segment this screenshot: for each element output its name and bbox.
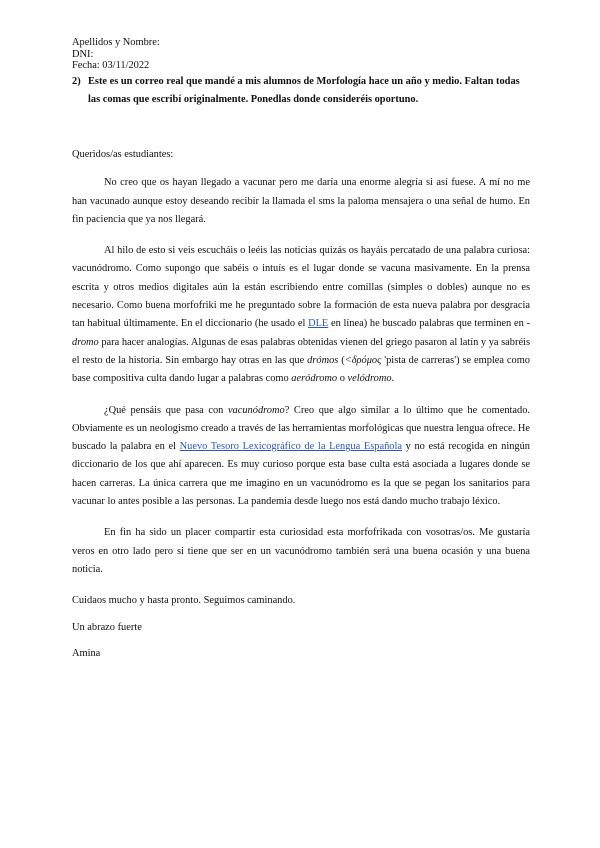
word-vacunodromo: vacunódromo — [227, 404, 285, 416]
exercise-instruction — [72, 73, 532, 109]
signature: Amina — [72, 647, 101, 659]
exercise-text: Este es un correo real que mandé a mis alumnos de Morfología hace un año y medio. Faltan todas las comas que escribí originalmente. Ponedlas donde consideréis oportuno. — [88, 76, 520, 105]
word-aerodromo: aeródromo — [291, 373, 338, 385]
word-dromos: drómos — [307, 354, 339, 366]
paragraph-4: En fin ha sido un placer compartir esta curiosidad esta morfofrikada con vosotras/os. Me gustaría veros en otro lado pero si tiene que ser en un vacunódromo también será una buena ocasión y una buena noticia. — [72, 527, 530, 575]
name-label: Apellidos y Nombre: — [72, 37, 160, 48]
ntlle-link[interactable]: Nuevo Tesoro Lexicográfico de la Lengua Española — [179, 441, 402, 453]
paragraph-2: Al hilo de esto si veis escucháis o leéis las noticias quizás os hayáis percatado de una palabra curiosa: vacunódromo. Como supongo que sabéis o intuís es el lugar donde se vacuna masivamente. En la prensa escrita y otros medios digitales aún la están escribiendo entre comillas (simples o dobles) aunque no es necesario. Como buena morfofriki me he preguntado sobre la formación de esta nueva palabra por desgracia tan habitual últimamente. En el diccionario (he usado el DLE en línea) he buscado palabras que terminen en -dromo para hacer analogías. Algunas de esas palabras obtenidas vienen del griego pasaron al latín y ya sabréis el resto de la historia. Sin embargo hay otras en las que drómos (<δρόμος 'pista de carreras') se emplea como base compositiva culta dando lugar a palabras como aeródromo o velódromo. — [72, 245, 530, 385]
date-line: Fecha: 03/11/2022 — [72, 60, 150, 71]
student-header — [72, 37, 160, 72]
dle-link[interactable]: DLE — [308, 318, 329, 330]
closing-line: Cuidaos mucho y hasta pronto. Seguimos caminando. — [72, 595, 296, 607]
closing-hug: Un abrazo fuerte — [72, 621, 142, 633]
suffix-dromo: -dromo — [72, 318, 530, 348]
dni-label: DNI: — [72, 48, 94, 60]
letter-greeting: Queridos/as estudiantes: — [72, 149, 174, 160]
paragraph-1: No creo que os hayan llegado a vacunar pero me daría una enorme alegría si así fuese. A mí no me han vacunado aunque estoy deseando recibir la llamada el sms la paloma mensajera o una señal de humo. En fin paciencia que ya nos llegará. — [72, 177, 530, 225]
paragraph-3: ¿Qué pensáis que pasa con vacunódromo? Creo que algo similar a lo último que he comentado. Obviamente es un neologismo creado a través de las herramientas morfológicas que nuestra lengua ofrece. He buscado la palabra en el Nuevo Tesoro Lexicográfico de la Lengua Española y no está recogida en ningún diccionario de los que ahí aparecen. Es muy curioso porque esta base culta está asociada a lugares donde se hacen carreras. La única carrera que me imagino en un vacunódromo es la que se pegan los sanitarios para vacunar lo antes posible a las personas. La pandemia desde luego nos está dando mucho trabajo léxico. — [72, 404, 531, 508]
letter-body — [72, 146, 530, 671]
exercise-number: 2) — [72, 76, 81, 87]
word-velodromo: velódromo — [347, 373, 392, 385]
greek-etymon: <δρόμος — [344, 354, 382, 366]
